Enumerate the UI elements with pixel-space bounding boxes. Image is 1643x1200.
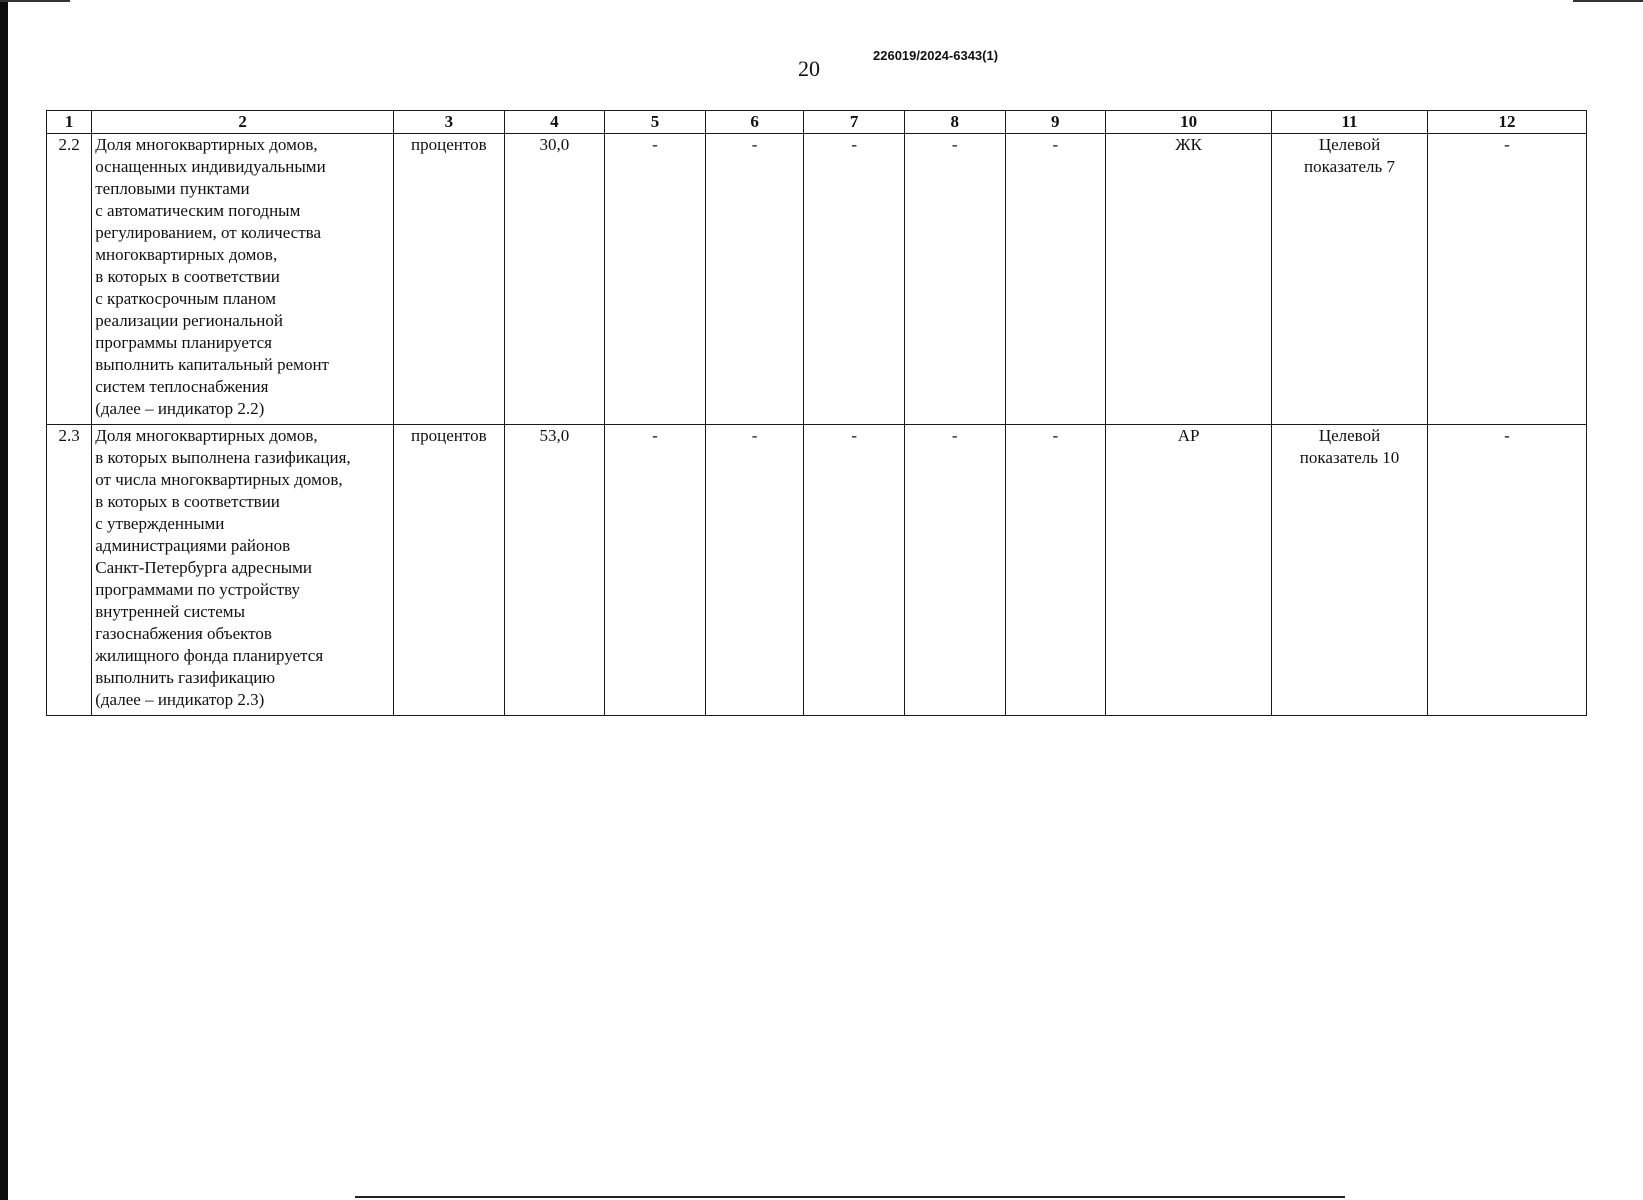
value-cell-8: - bbox=[904, 425, 1005, 716]
value-cell-5: - bbox=[605, 134, 706, 425]
value-cell-4: 53,0 bbox=[504, 425, 605, 716]
description-line: Санкт-Петербурга адресными bbox=[95, 558, 313, 577]
column-header-5: 5 bbox=[605, 111, 706, 134]
value-cell-5: - bbox=[605, 425, 706, 716]
target-label: Целевой bbox=[1318, 135, 1381, 154]
description-line: (далее – индикатор 2.3) bbox=[95, 690, 265, 709]
column-header-3: 3 bbox=[394, 111, 505, 134]
column-header-9: 9 bbox=[1005, 111, 1106, 134]
value-cell-12: - bbox=[1427, 134, 1586, 425]
scan-mark-top-right bbox=[1573, 0, 1643, 2]
scan-mark-bottom bbox=[355, 1196, 1345, 1198]
description-line: программами по устройству bbox=[95, 580, 300, 599]
description-line: оснащенных индивидуальными bbox=[95, 157, 326, 176]
column-header-10: 10 bbox=[1106, 111, 1272, 134]
description-line: реализации региональной bbox=[95, 311, 283, 330]
table-header-row bbox=[47, 111, 1587, 134]
table-row-2-3 bbox=[47, 425, 1587, 716]
responsible-cell: ЖК bbox=[1106, 134, 1272, 425]
responsible-cell: АР bbox=[1106, 425, 1272, 716]
description-line: (далее – индикатор 2.2) bbox=[95, 399, 265, 418]
description-line: в которых в соответствии bbox=[95, 492, 280, 511]
page-number: 20 bbox=[798, 56, 820, 81]
column-header-8: 8 bbox=[904, 111, 1005, 134]
description-line: с автоматическим погодным bbox=[95, 201, 301, 220]
value-cell-8: - bbox=[904, 134, 1005, 425]
indicators-table bbox=[46, 110, 1587, 716]
table-header bbox=[47, 111, 1587, 134]
description-line: Доля многоквартирных домов, bbox=[95, 426, 318, 445]
description-line: многоквартирных домов, bbox=[95, 245, 278, 264]
column-header-11: 11 bbox=[1272, 111, 1428, 134]
value-cell-7: - bbox=[804, 134, 905, 425]
target-indicator-cell bbox=[1272, 425, 1428, 716]
column-header-4: 4 bbox=[504, 111, 605, 134]
table-row-2-2 bbox=[47, 134, 1587, 425]
description-line: газоснабжения объектов bbox=[95, 624, 272, 643]
target-indicator-cell bbox=[1272, 134, 1428, 425]
value-cell-9: - bbox=[1005, 425, 1106, 716]
document-code: 226019/2024-6343(1) bbox=[873, 48, 999, 63]
description-line: регулированием, от количества bbox=[95, 223, 321, 242]
target-number: показатель 7 bbox=[1304, 157, 1395, 176]
description-line: с утвержденными bbox=[95, 514, 225, 533]
description-line: жилищного фонда планируется bbox=[95, 646, 324, 665]
description-line: с краткосрочным планом bbox=[95, 289, 276, 308]
unit-cell: процентов bbox=[394, 425, 505, 716]
value-cell-6: - bbox=[705, 425, 804, 716]
target-number: показатель 10 bbox=[1299, 448, 1400, 467]
column-header-6: 6 bbox=[705, 111, 804, 134]
column-header-2: 2 bbox=[92, 111, 394, 134]
indicator-description bbox=[92, 425, 394, 716]
description-line: в которых в соответствии bbox=[95, 267, 280, 286]
column-header-1: 1 bbox=[47, 111, 92, 134]
column-header-7: 7 bbox=[804, 111, 905, 134]
description-line: систем теплоснабжения bbox=[95, 377, 269, 396]
description-line: Доля многоквартирных домов, bbox=[95, 135, 318, 154]
row-number: 2.3 bbox=[47, 425, 92, 716]
value-cell-12: - bbox=[1427, 425, 1586, 716]
column-header-12: 12 bbox=[1427, 111, 1586, 134]
scan-mark-top-left bbox=[0, 0, 70, 2]
value-cell-6: - bbox=[705, 134, 804, 425]
row-number: 2.2 bbox=[47, 134, 92, 425]
description-line: выполнить капитальный ремонт bbox=[95, 355, 329, 374]
description-line: внутренней системы bbox=[95, 602, 245, 621]
value-cell-4: 30,0 bbox=[504, 134, 605, 425]
value-cell-7: - bbox=[804, 425, 905, 716]
scan-edge-left bbox=[0, 0, 8, 1200]
unit-cell: процентов bbox=[394, 134, 505, 425]
description-line: от числа многоквартирных домов, bbox=[95, 470, 343, 489]
description-line: администрациями районов bbox=[95, 536, 291, 555]
description-line: в которых выполнена газификация, bbox=[95, 448, 351, 467]
value-cell-9: - bbox=[1005, 134, 1106, 425]
description-line: программы планируется bbox=[95, 333, 272, 352]
indicator-description bbox=[92, 134, 394, 425]
description-line: тепловыми пунктами bbox=[95, 179, 250, 198]
description-line: выполнить газификацию bbox=[95, 668, 276, 687]
target-label: Целевой bbox=[1318, 426, 1381, 445]
